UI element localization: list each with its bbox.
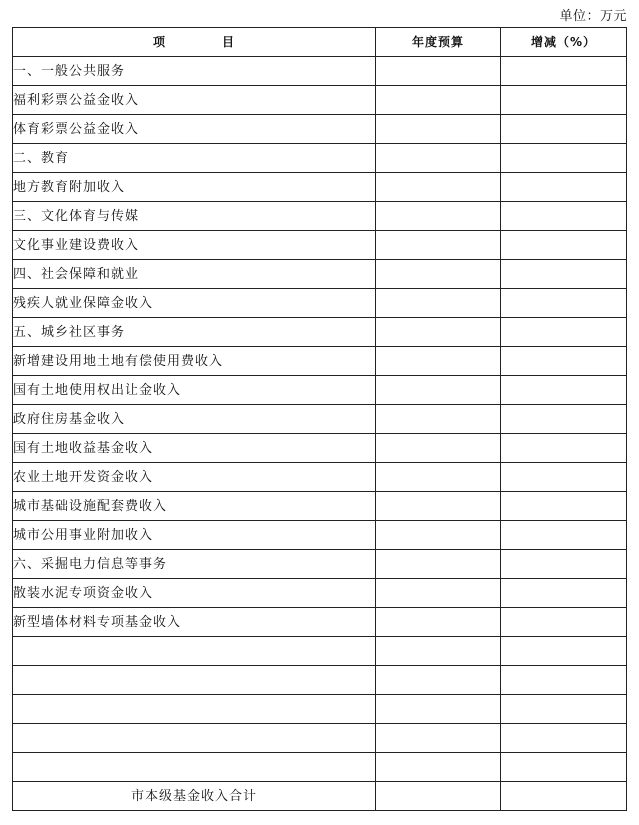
category-label: 二、教育 — [13, 144, 376, 173]
budget-cell — [376, 434, 501, 463]
change-cell — [501, 753, 627, 782]
table-row — [13, 666, 627, 695]
table-row — [13, 463, 627, 492]
budget-cell — [376, 608, 501, 637]
empty-cell — [13, 753, 376, 782]
budget-cell — [376, 57, 501, 86]
budget-cell — [376, 231, 501, 260]
budget-cell — [376, 347, 501, 376]
item-label: 国有土地收益基金收入 — [13, 434, 376, 463]
table-row — [13, 202, 627, 231]
change-cell — [501, 637, 627, 666]
change-cell — [501, 666, 627, 695]
empty-cell — [13, 695, 376, 724]
category-label: 四、社会保障和就业 — [13, 260, 376, 289]
total-label: 市本级基金收入合计 — [13, 782, 376, 811]
table-row — [13, 521, 627, 550]
empty-cell — [13, 724, 376, 753]
category-label: 一、一般公共服务 — [13, 57, 376, 86]
change-cell — [501, 608, 627, 637]
item-label: 新增建设用地土地有偿使用费收入 — [13, 347, 376, 376]
change-cell — [501, 376, 627, 405]
header-budget: 年度预算 — [376, 28, 501, 57]
budget-cell — [376, 492, 501, 521]
change-cell — [501, 695, 627, 724]
change-cell — [501, 550, 627, 579]
table-row — [13, 376, 627, 405]
budget-cell — [376, 318, 501, 347]
header-item-left: 项 — [152, 35, 166, 49]
table-row — [13, 144, 627, 173]
budget-cell — [376, 463, 501, 492]
category-label: 五、城乡社区事务 — [13, 318, 376, 347]
budget-cell — [376, 666, 501, 695]
table-row — [13, 173, 627, 202]
table-row — [13, 115, 627, 144]
change-cell — [501, 86, 627, 115]
header-change: 增减（%） — [501, 28, 627, 57]
table-row — [13, 231, 627, 260]
item-label: 残疾人就业保障金收入 — [13, 289, 376, 318]
table-row — [13, 550, 627, 579]
budget-cell — [376, 782, 501, 811]
budget-cell — [376, 144, 501, 173]
category-label: 三、文化体育与传媒 — [13, 202, 376, 231]
table-row — [13, 637, 627, 666]
change-cell — [501, 347, 627, 376]
change-cell — [501, 231, 627, 260]
change-cell — [501, 202, 627, 231]
item-label: 国有土地使用权出让金收入 — [13, 376, 376, 405]
fund-income-table — [12, 27, 627, 811]
item-label: 散装水泥专项资金收入 — [13, 579, 376, 608]
budget-cell — [376, 289, 501, 318]
budget-cell — [376, 550, 501, 579]
item-label: 新型墙体材料专项基金收入 — [13, 608, 376, 637]
header-item — [13, 28, 376, 57]
empty-cell — [13, 637, 376, 666]
table-row — [13, 86, 627, 115]
item-label: 政府住房基金收入 — [13, 405, 376, 434]
budget-cell — [376, 173, 501, 202]
empty-cell — [13, 666, 376, 695]
budget-cell — [376, 753, 501, 782]
budget-cell — [376, 695, 501, 724]
change-cell — [501, 57, 627, 86]
change-cell — [501, 724, 627, 753]
budget-cell — [376, 637, 501, 666]
change-cell — [501, 434, 627, 463]
category-label: 六、采掘电力信息等事务 — [13, 550, 376, 579]
item-label: 城市公用事业附加收入 — [13, 521, 376, 550]
budget-cell — [376, 376, 501, 405]
budget-cell — [376, 86, 501, 115]
budget-cell — [376, 260, 501, 289]
table-row — [13, 782, 627, 811]
budget-cell — [376, 202, 501, 231]
unit-label: 单位：万元 — [559, 9, 627, 24]
item-label: 体育彩票公益金收入 — [13, 115, 376, 144]
table-header — [13, 28, 627, 57]
item-label: 农业土地开发资金收入 — [13, 463, 376, 492]
table-row — [13, 318, 627, 347]
budget-cell — [376, 115, 501, 144]
item-label: 地方教育附加收入 — [13, 173, 376, 202]
table-row — [13, 492, 627, 521]
change-cell — [501, 521, 627, 550]
item-label: 文化事业建设费收入 — [13, 231, 376, 260]
item-label: 福利彩票公益金收入 — [13, 86, 376, 115]
change-cell — [501, 289, 627, 318]
table-row — [13, 405, 627, 434]
change-cell — [501, 782, 627, 811]
table-row — [13, 57, 627, 86]
table-row — [13, 260, 627, 289]
table-row — [13, 347, 627, 376]
change-cell — [501, 463, 627, 492]
header-row — [13, 28, 627, 57]
change-cell — [501, 579, 627, 608]
change-cell — [501, 260, 627, 289]
change-cell — [501, 318, 627, 347]
header-item-right: 目 — [222, 35, 236, 49]
item-label: 城市基础设施配套费收入 — [13, 492, 376, 521]
table-row — [13, 753, 627, 782]
change-cell — [501, 115, 627, 144]
table-row — [13, 695, 627, 724]
change-cell — [501, 173, 627, 202]
budget-cell — [376, 405, 501, 434]
change-cell — [501, 144, 627, 173]
table-body — [13, 57, 627, 811]
table-row — [13, 579, 627, 608]
table-row — [13, 608, 627, 637]
table-row — [13, 724, 627, 753]
table-row — [13, 434, 627, 463]
budget-cell — [376, 579, 501, 608]
change-cell — [501, 492, 627, 521]
table-row — [13, 289, 627, 318]
budget-cell — [376, 521, 501, 550]
change-cell — [501, 405, 627, 434]
budget-cell — [376, 724, 501, 753]
